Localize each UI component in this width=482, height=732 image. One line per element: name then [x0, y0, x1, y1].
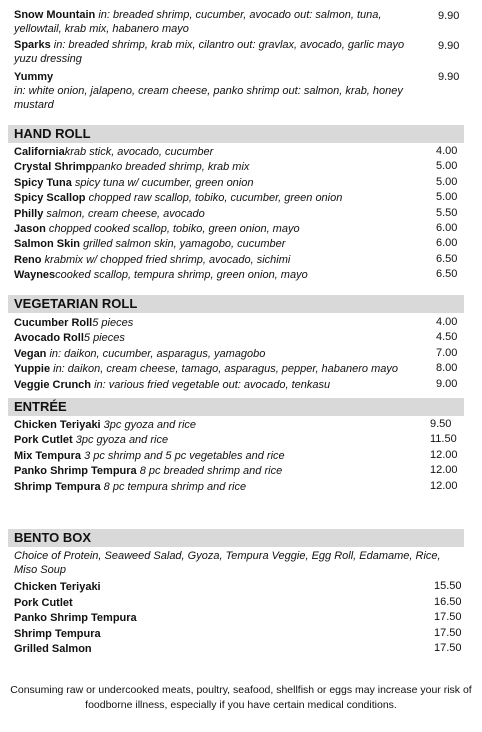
item-name: Pork Cutlet [14, 434, 73, 447]
section-header-vegetarian-roll: VEGETARIAN ROLL [8, 295, 464, 313]
item-name: Crystal Shrimp [14, 161, 93, 174]
section-header-bento-box: BENTO BOX [8, 529, 464, 547]
item-name: Vegan [14, 347, 47, 360]
menu-item [14, 253, 424, 267]
menu-item [14, 480, 424, 494]
item-price: 12.00 [430, 479, 458, 492]
menu-item [14, 611, 424, 625]
item-description: 8 pc breaded shrimp and rice [136, 465, 283, 478]
menu-item [14, 176, 424, 190]
item-price: 5.00 [436, 175, 458, 188]
item-price: 9.90 [438, 71, 460, 83]
item-name: California [14, 146, 65, 158]
item-description: 3 pc shrimp and 5 pc vegetables and rice [81, 449, 285, 462]
item-name: Pork Cutlet [14, 596, 73, 609]
item-price: 16.50 [434, 595, 462, 608]
item-name: Panko Shrimp Tempura [14, 612, 137, 625]
item-description: in: breaded shrimp, cucumber, avocado out: salmon, tuna, yellowtail, krab mix, habanero mayo [14, 9, 382, 35]
item-price: 5.00 [436, 160, 458, 173]
item-price: 12.00 [430, 448, 458, 461]
menu-item [14, 237, 424, 251]
item-description: salmon, cream cheese, avocado [43, 207, 205, 220]
item-name: Chicken Teriyaki [14, 581, 101, 593]
item-name: Snow Mountain [14, 9, 96, 21]
item-name: Spicy Scallop [14, 192, 86, 205]
menu-item [14, 642, 424, 656]
menu-item [14, 433, 424, 447]
food-safety-disclaimer: Consuming raw or undercooked meats, poultry, seafood, shellfish or eggs may increase your risk of foodborne illness, especially if you have certain medical conditions. [10, 684, 472, 711]
item-name: Veggie Crunch [14, 378, 92, 391]
item-description: 5 pieces [92, 317, 134, 329]
item-price: 5.00 [436, 191, 458, 204]
item-description: 8 pc tempura shrimp and rice [100, 480, 247, 493]
item-price: 17.50 [434, 626, 462, 639]
menu-item [14, 627, 424, 641]
item-description: panko breaded shrimp, krab mix [92, 161, 250, 174]
item-description: in: daikon, cream cheese, tamago, asparagus, pepper, habanero mayo [50, 363, 399, 376]
item-price: 17.50 [434, 642, 462, 655]
item-name: Waynes [14, 269, 56, 282]
item-price: 6.00 [436, 222, 458, 234]
menu-item [14, 449, 424, 463]
item-price: 4.50 [436, 331, 458, 344]
item-price: 4.00 [436, 145, 458, 157]
item-name: Avocado Roll [14, 332, 84, 345]
bento-box-description: Choice of Protein, Seaweed Salad, Gyoza, Tempura Veggie, Egg Roll, Edamame, Rice, Miso Soup [14, 550, 441, 576]
item-name: Chicken Teriyaki [14, 419, 101, 431]
item-description: 3pc gyoza and rice [72, 434, 169, 447]
item-price: 4.00 [436, 316, 458, 328]
item-description: grilled salmon skin, yamagobo, cucumber [80, 238, 286, 251]
item-name: Jason [14, 223, 46, 235]
item-description: 5 pieces [83, 332, 125, 345]
menu-item [14, 160, 424, 174]
section-header-entree: ENTRÉE [8, 398, 464, 416]
item-name: Philly [14, 207, 44, 220]
menu-item [14, 38, 426, 66]
menu-item [14, 8, 420, 36]
item-price: 6.50 [436, 268, 458, 281]
menu-item [14, 464, 424, 478]
menu-item [14, 331, 424, 345]
item-name: Panko Shrimp Tempura [14, 465, 137, 478]
menu-item [14, 418, 424, 432]
item-description: chopped cooked scallop, tobiko, green onion, mayo [45, 223, 300, 235]
item-name: Yuppie [14, 363, 51, 376]
menu-item [14, 70, 426, 112]
item-name: Cucumber Roll [14, 317, 93, 329]
item-description: krabmix w/ chopped fried shrimp, avocado, sichimi [41, 253, 291, 266]
item-price: 9.00 [436, 377, 458, 390]
item-name: Mix Tempura [14, 449, 82, 462]
item-name: Grilled Salmon [14, 643, 92, 656]
item-price: 9.90 [438, 40, 460, 52]
item-name: Shrimp Tempura [14, 627, 101, 640]
item-description: cooked scallop, tempura shrimp, green onion, mayo [55, 269, 308, 282]
menu-item [14, 596, 424, 610]
item-price: 8.00 [436, 362, 458, 375]
item-name: Sparks [14, 39, 51, 51]
item-price: 9.50 [430, 418, 452, 430]
menu-item [14, 222, 424, 236]
item-description: 3pc gyoza and rice [100, 419, 197, 431]
item-description: spicy tuna w/ cucumber, green onion [71, 176, 254, 189]
item-name: Shrimp Tempura [14, 480, 101, 493]
item-description: in: various fried vegetable out: avocado, tenkasu [91, 378, 331, 391]
item-description: in: breaded shrimp, krab mix, cilantro out: gravlax, avocado, garlic mayo yuzu dressing [14, 39, 405, 65]
item-name: Reno [14, 253, 42, 266]
item-name: Salmon Skin [14, 238, 81, 251]
menu-item [14, 378, 424, 392]
item-description: in: daikon, cucumber, asparagus, yamagobo [46, 347, 266, 360]
menu-item [14, 316, 424, 330]
item-description: in: white onion, jalapeno, cream cheese, panko shrimp out: salmon, krab, honey mustard [14, 85, 403, 111]
menu-item [14, 191, 424, 205]
item-name: Spicy Tuna [14, 176, 72, 189]
menu-item [14, 580, 424, 594]
item-price: 6.50 [436, 252, 458, 265]
item-price: 17.50 [434, 611, 462, 624]
item-name: Yummy [14, 71, 54, 83]
item-price: 5.50 [436, 206, 458, 219]
item-price: 9.90 [438, 10, 460, 22]
item-price: 11.50 [430, 433, 457, 446]
menu-item [14, 145, 424, 159]
section-header-hand-roll: HAND ROLL [8, 125, 464, 143]
item-description: chopped raw scallop, tobiko, cucumber, green onion [85, 192, 343, 205]
menu-item [14, 268, 424, 282]
item-description: krab stick, avocado, cucumber [64, 146, 214, 158]
menu-item [14, 207, 424, 221]
item-price: 12.00 [430, 464, 458, 477]
item-price: 15.50 [434, 580, 462, 592]
item-price: 7.00 [436, 346, 458, 359]
menu-item [14, 347, 424, 361]
menu-item [14, 362, 424, 376]
item-price: 6.00 [436, 237, 458, 250]
